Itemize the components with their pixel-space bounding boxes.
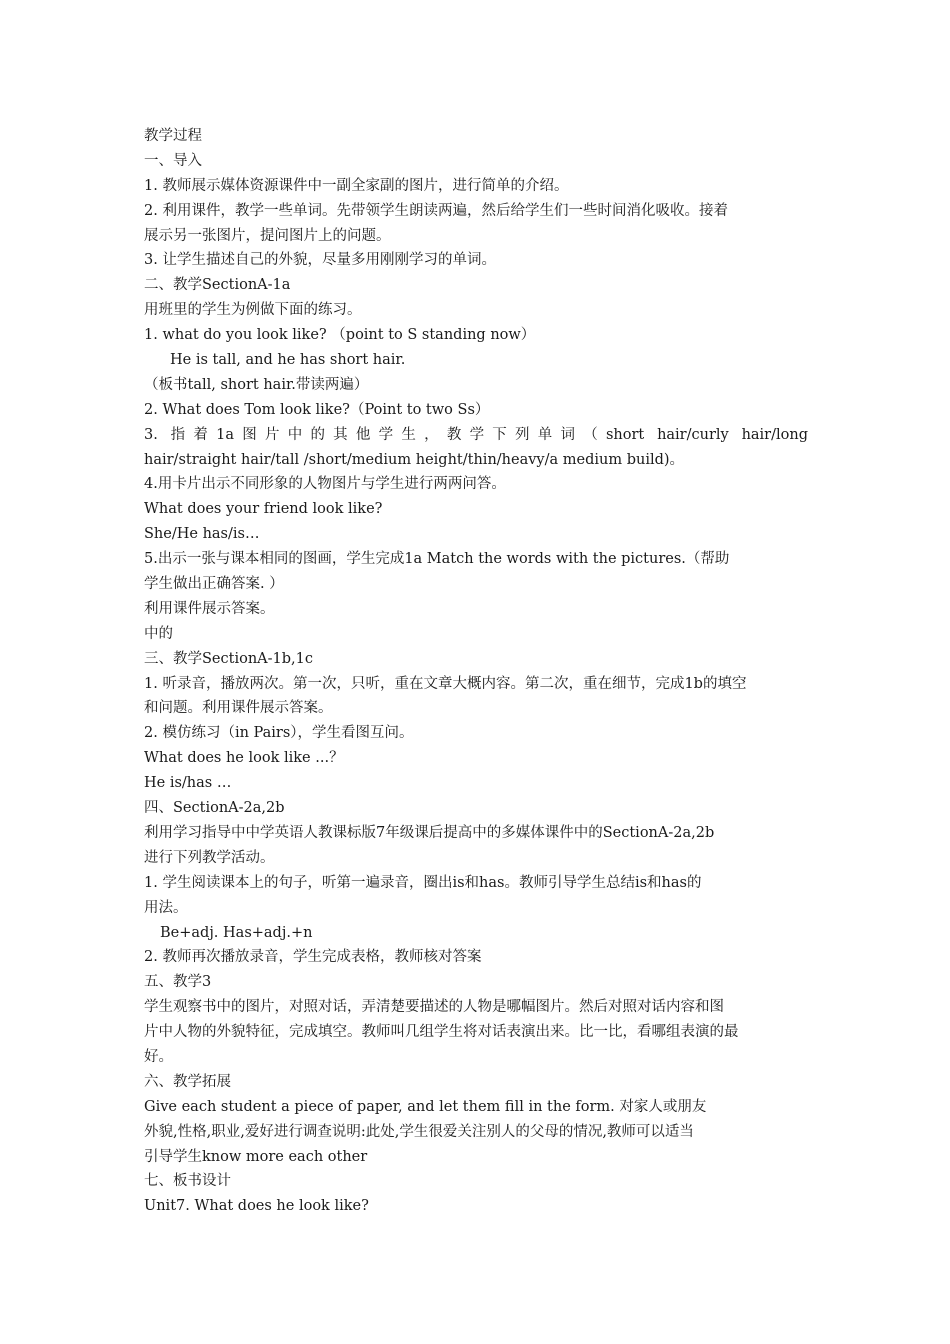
text-line: 3. 让学生描述自己的外貌，尽量多用刚刚学习的单词。: [144, 252, 496, 269]
text-line: 学生观察书中的图片，对照对话，弄清楚要描述的人物是哪幅图片。然后对照对话内容和图: [144, 999, 724, 1016]
text-line: 学生做出正确答案. ）: [144, 576, 284, 593]
heading-5: 五、教学3: [144, 974, 212, 991]
text-line: 4.用卡片出示不同形象的人物图片与学生进行两两问答。: [144, 476, 506, 493]
text-line: 进行下列教学活动。: [144, 849, 275, 866]
heading-4: 四、SectionA-2a,2b: [144, 800, 285, 817]
text-line: 1. 学生阅读课本上的句子，听第一遍录音，圈出is和has。教师引导学生总结is和has的: [144, 874, 702, 891]
text-line: What does he look like ...？: [144, 750, 344, 767]
heading-3: 三、教学SectionA-1b,1c: [144, 650, 314, 667]
text-line: 3. 指着1a图片中的其他学生，教学下列单词（short hair/curly hair/long: [144, 426, 808, 443]
heading-1: 一、导入: [144, 152, 202, 169]
text-line: 利用课件展示答案。: [144, 600, 275, 617]
text-line: （板书tall, short hair.带读两遍）: [144, 376, 369, 393]
document-body: [144, 124, 808, 1219]
text-line: 用班里的学生为例做下面的练习。: [144, 302, 362, 319]
text-line: 和问题。利用课件展示答案。: [144, 700, 333, 717]
text-line: Unit7. What does he look like?: [144, 1198, 369, 1215]
text-line: 1. what do you look like? （point to S standing now）: [144, 327, 536, 344]
text-line: 2. 利用课件，教学一些单词。先带领学生朗读两遍，然后给学生们一些时间消化吸收。接着: [144, 202, 728, 219]
text-line: 5.出示一张与课本相同的图画，学生完成1a Match the words with the pictures.（帮助: [144, 551, 730, 568]
text-line: 展示另一张图片，提问图片上的问题。: [144, 227, 391, 244]
text-line: 外貌,性格,职业,爱好进行调查说明:此处,学生很爱关注别人的父母的情况,教师可以适当: [144, 1123, 694, 1140]
text-line: Give each student a piece of paper, and let them fill in the form. 对家人或朋友: [144, 1098, 707, 1115]
text-line: 引导学生know more each other: [144, 1148, 368, 1165]
text-line: She/He has/is…: [144, 526, 260, 543]
text-line: 利用学习指导中中学英语人教课标版7年级课后提高中的多媒体课件中的SectionA-2a,2b: [144, 824, 715, 841]
text-line: 好。: [144, 1048, 173, 1065]
text-line: 用法。: [144, 899, 188, 916]
heading-7: 七、板书设计: [144, 1173, 231, 1190]
text-line: hair/straight hair/tall /short/medium height/thin/heavy/a medium build)。: [144, 451, 685, 468]
heading-6: 六、教学拓展: [144, 1073, 231, 1090]
text-line: 1. 教师展示媒体资源课件中一副全家副的图片，进行简单的介绍。: [144, 177, 569, 194]
text-line: 片中人物的外貌特征，完成填空。教师叫几组学生将对话表演出来。比一比，看哪组表演的最: [144, 1024, 739, 1041]
section-title: 教学过程: [144, 128, 202, 144]
text-line: He is/has …: [144, 775, 232, 792]
text-line: 2. What does Tom look like?（Point to two Ss）: [144, 401, 490, 418]
text-line: 2. 教师再次播放录音，学生完成表格，教师核对答案: [144, 949, 482, 966]
heading-2: 二、教学SectionA-1a: [144, 277, 291, 294]
text-line: 2. 模仿练习（in Pairs），学生看图互问。: [144, 725, 414, 742]
text-line: What does your friend look like?: [144, 501, 383, 518]
text-line: 中的: [144, 625, 173, 642]
text-line: Be+adj. Has+adj.+n: [160, 924, 313, 941]
text-line: 1. 听录音，播放两次。第一次，只听，重在文章大概内容。第二次，重在细节，完成1b的填空: [144, 675, 747, 692]
text-line: He is tall, and he has short hair.: [170, 352, 406, 369]
